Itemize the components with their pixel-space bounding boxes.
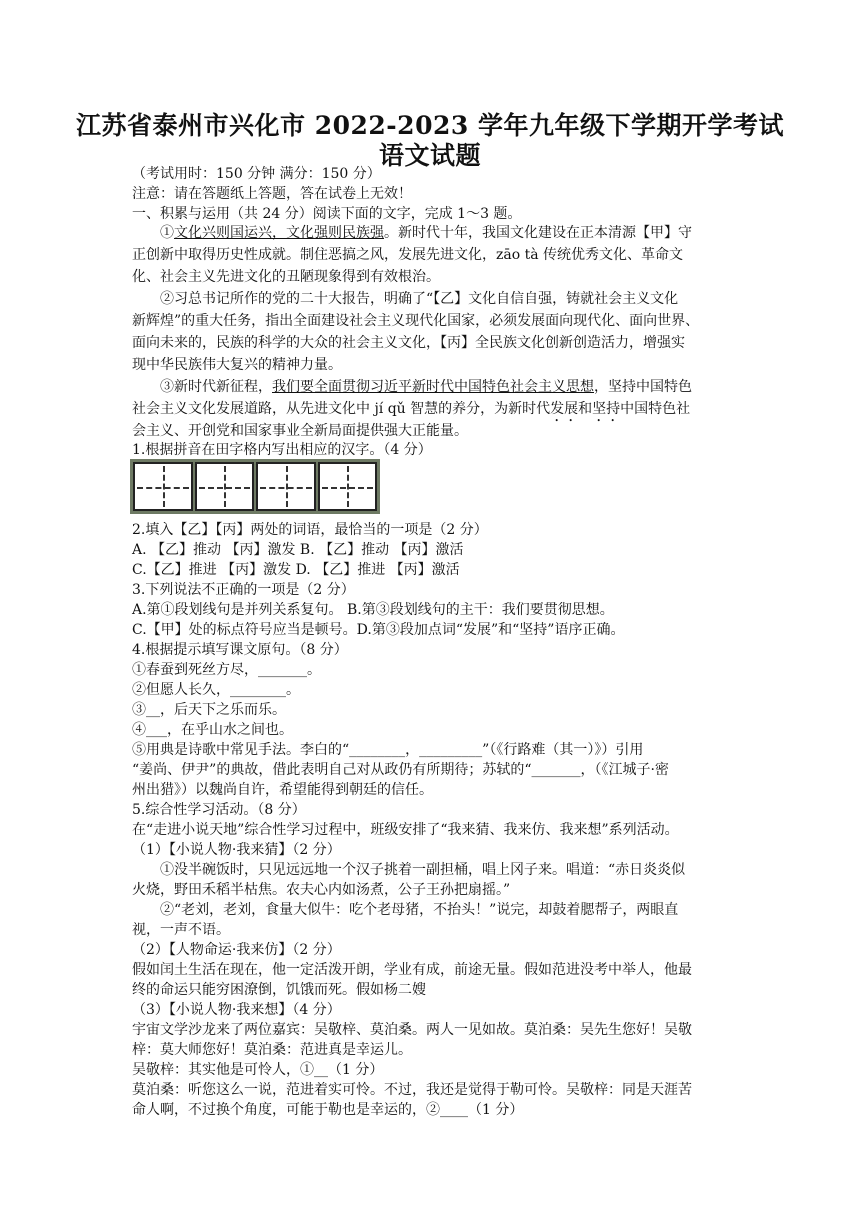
passage-p3-line2: 社会主义文化发展道路，从先进文化中 jí qǔ 智慧的养分，为新时代发展和坚持中国特色社 bbox=[132, 401, 691, 417]
passage-p2-line1: ②习总书记所作的党的二十大报告，明确了“【乙】文化自信自强，铸就社会主义文化 bbox=[160, 291, 679, 307]
question-4-item-5-line1: ⑤用典是诗歌中常见手法。李白的“________，_________”（《行路难（其一）》）引用 bbox=[132, 742, 644, 758]
question-2-options-cd: C.【乙】推进 【丙】激发 D. 【乙】推进 【丙】激活 bbox=[132, 562, 460, 578]
dotted-word-fazhan: 发展 bbox=[550, 401, 579, 417]
q5-excerpt-a-line2: 火烧，野田禾稻半枯焦。农夫心内如汤煮，公子王孙把扇摇。” bbox=[132, 882, 511, 898]
tianzige-grid bbox=[130, 459, 380, 514]
passage-p2-line2: 新辉煌”的重大任务，指出全面建设社会主义现代化国家，必须发展面向现代化、面向世界、 bbox=[132, 313, 700, 329]
passage-p2-line4: 现中华民族伟大复兴的精神力量。 bbox=[132, 357, 342, 373]
question-1: 1.根据拼音在田字格内写出相应的汉字。（4 分） bbox=[132, 442, 432, 458]
question-5-part-3: （3）【小说人物·我来想】（4 分） bbox=[132, 1002, 341, 1018]
notice: 注意：请在答题纸上答题，答在试卷上无效！ bbox=[132, 186, 412, 202]
question-5: 5.综合性学习活动。（8 分） bbox=[132, 802, 306, 818]
q5-part2-line2: 终的命运只能穷困潦倒，饥饿而死。假如杨二嫂 bbox=[132, 982, 426, 998]
q5-part2-line1: 假如闰土生活在现在，他一定活泼开朗，学业有成，前途无量。假如范进没考中举人，他最 bbox=[132, 962, 692, 978]
question-5-part-2: （2）【人物命运·我来仿】（2 分） bbox=[132, 942, 341, 958]
dotted-word-jianchi: 坚持 bbox=[592, 401, 621, 417]
tianzige-cell[interactable] bbox=[133, 462, 193, 511]
tianzige-cell[interactable] bbox=[256, 462, 316, 511]
passage-p3-line1: ③新时代新征程，我们要全面贯彻习近平新时代中国特色社会主义思想，坚持中国特色 bbox=[160, 379, 692, 395]
passage-p1-line2: 正创新中取得历史性成就。制住恶搞之风，发展先进文化，zāo tà 传统优秀文化、革命文 bbox=[132, 247, 684, 263]
passage-p2-line3: 面向未来的，民族的科学的大众的社会主义文化，【丙】全民族文化创新创造活力，增强实 bbox=[132, 335, 685, 351]
underlined-sentence-3: 我们要全面贯彻习近平新时代中国特色社会主义思想 bbox=[272, 379, 594, 395]
passage-p3-line3: 会主义、开创党和国家事业全新局面提供强大正能量。 bbox=[132, 423, 468, 439]
q5-part3-line4: 莫泊桑：听您这么一说，范进着实可怜。不过，我还是觉得于勒可怜。吴敬梓：同是天涯苦 bbox=[132, 1082, 692, 1098]
passage-p1-line1: ①文化兴则国运兴，文化强则民族强。新时代十年，我国文化建设在正本清源【甲】守 bbox=[160, 225, 692, 241]
question-3-options-ab: A.第①段划线句是并列关系复句。 B.第③段划线句的主干：我们要贯彻思想。 bbox=[132, 602, 614, 618]
tianzige-cell[interactable] bbox=[318, 462, 378, 511]
question-3-options-cd: C.【甲】处的标点符号应当是顿号。D.第③段加点词“发展”和“坚持”语序正确。 bbox=[132, 622, 625, 638]
q5-excerpt-b-line2: 视，一声不语。 bbox=[132, 922, 230, 938]
question-4-item-1: ①春蚕到死丝方尽，_______。 bbox=[132, 662, 321, 678]
q5-excerpt-a-line1: ①没半碗饭时，只见远远地一个汉子挑着一副担桶，唱上冈子来。唱道：“赤日炎炎似 bbox=[160, 862, 686, 878]
exam-subtitle: 语文试题 bbox=[378, 141, 481, 170]
q5-part3-line3: 吴敬梓：其实他是可怜人，①__（1 分） bbox=[132, 1062, 384, 1078]
question-4: 4.根据提示填写课文原句。（8 分） bbox=[132, 642, 348, 658]
question-4-item-2: ②但愿人长久，________。 bbox=[132, 682, 300, 698]
exam-title: 江苏省泰州市兴化市 2022-2023 学年九年级下学期开学考试 bbox=[76, 111, 784, 140]
question-3: 3.下列说法不正确的一项是（2 分） bbox=[132, 582, 355, 598]
question-4-item-3: ③__，后天下之乐而乐。 bbox=[132, 702, 286, 718]
question-4-item-4: ④___，在乎山水之间也。 bbox=[132, 722, 293, 738]
question-2-options-ab: A. 【乙】推动 【丙】激发 B. 【乙】推动 【丙】激活 bbox=[132, 542, 464, 558]
passage-p1-line3: 化、社会主义先进文化的丑陋现象得到有效根治。 bbox=[132, 269, 440, 285]
section-heading: 一、积累与运用（共 24 分）阅读下面的文字，完成 1～3 题。 bbox=[132, 206, 522, 222]
question-5-intro: 在“走进小说天地”综合性学习过程中，班级安排了“我来猜、我来仿、我来想”系列活动。 bbox=[132, 822, 679, 838]
q5-part3-line1: 宇宙文学沙龙来了两位嘉宾：吴敬梓、莫泊桑。两人一见如故。莫泊桑：吴先生您好！吴敬 bbox=[132, 1022, 692, 1038]
underlined-sentence-1: 文化兴则国运兴，文化强则民族强 bbox=[174, 225, 384, 241]
tianzige-cell[interactable] bbox=[195, 462, 255, 511]
question-4-item-5-line2: “姜尚、伊尹”的典故，借此表明自己对从政仍有所期待；苏轼的“_______，（《江城子·密 bbox=[132, 762, 669, 778]
exam-info: （考试用时：150 分钟 满分：150 分） bbox=[132, 166, 381, 182]
question-5-part-1: （1）【小说人物·我来猜】（2 分） bbox=[132, 842, 341, 858]
question-4-item-5-line3: 州出猎》）以魏尚自许，希望能得到朝廷的信任。 bbox=[132, 782, 433, 798]
q5-part3-line2: 梓：莫大师您好！莫泊桑：范进真是幸运儿。 bbox=[132, 1042, 412, 1058]
question-2: 2.填入【乙】【丙】两处的词语，最恰当的一项是（2 分） bbox=[132, 522, 488, 538]
q5-excerpt-b-line1: ②“老刘，老刘，食量大似牛：吃个老母猪，不抬头！”说完，却鼓着腮帮子，两眼直 bbox=[160, 902, 679, 918]
q5-part3-line5: 命人啊，不过换个角度，可能于勒也是幸运的，②____（1 分） bbox=[132, 1102, 524, 1118]
